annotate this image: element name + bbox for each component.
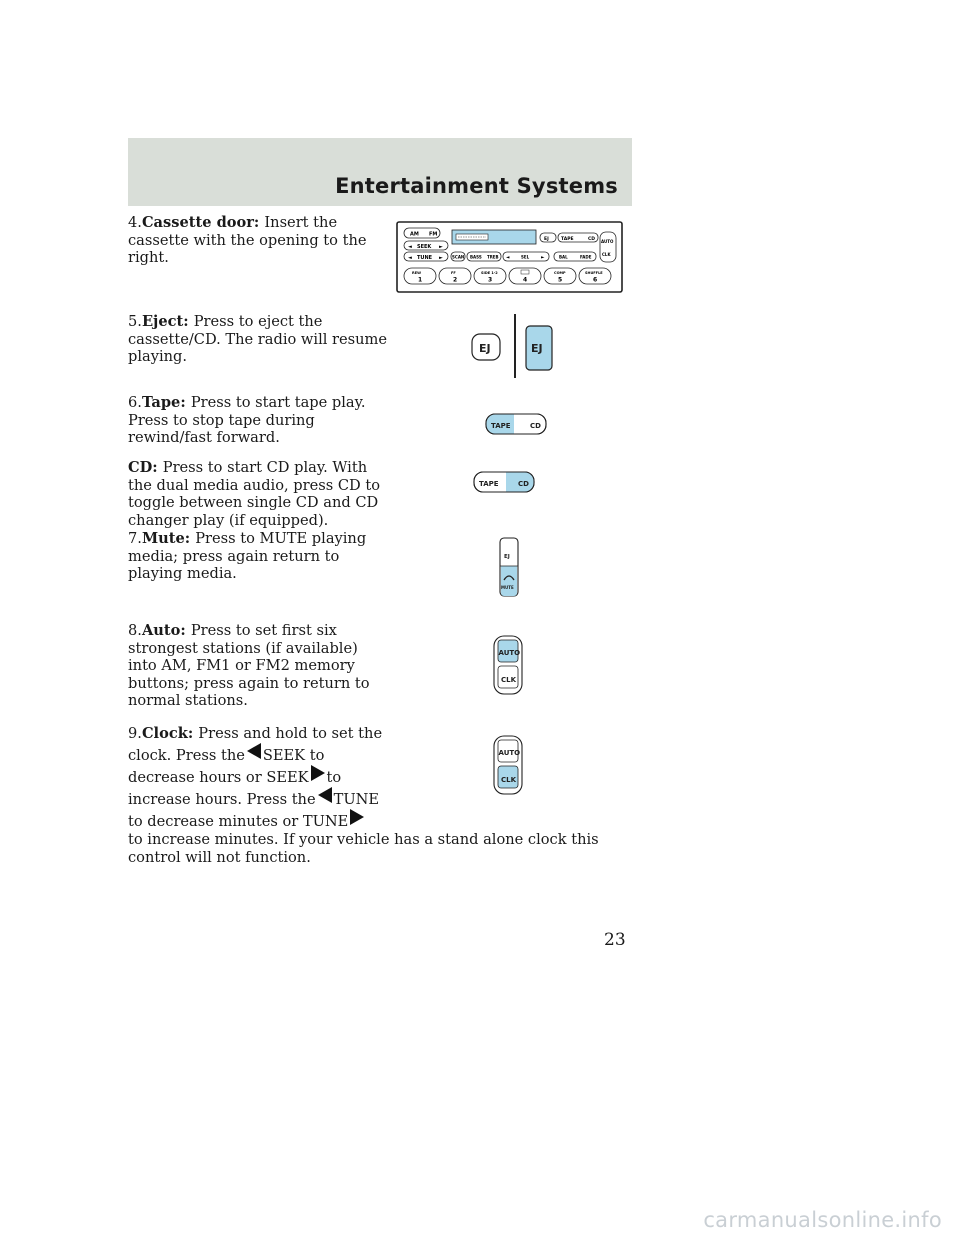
eject-button-figure <box>468 312 560 380</box>
radio-scan-label: SCAN <box>452 254 465 260</box>
preset-number: 6 <box>593 276 598 284</box>
mute-fig-ej-label: EJ <box>504 554 510 560</box>
item-text: Press to MUTE playing media; press again return to playing media. <box>128 530 367 582</box>
eject-button-label: EJ <box>479 342 491 355</box>
watermark: carmanualsonline.info <box>703 1208 942 1232</box>
clock-text-1: Press and hold to set the clock. Press the <box>128 725 383 764</box>
cd-label: CD <box>530 422 541 430</box>
seek-right-arrow-icon <box>311 765 325 781</box>
preset-number: 1 <box>418 276 423 284</box>
svg-text:►: ► <box>439 244 443 250</box>
item-tape <box>128 394 390 447</box>
item-label: Clock: <box>141 725 199 742</box>
tune-right-arrow-icon <box>350 809 364 825</box>
item-label: CD: <box>128 459 163 476</box>
item-text: Press to eject the cassette/CD. The radio will resume playing. <box>128 313 388 365</box>
page-number: 23 <box>604 930 626 950</box>
radio-ej-label: EJ <box>544 237 549 242</box>
radio-bass-label: BASS <box>470 254 482 260</box>
item-mute <box>128 530 390 583</box>
section-title: Entertainment Systems <box>335 174 618 198</box>
radio-tune-label: TUNE <box>417 255 433 261</box>
item-number: 9. <box>128 725 142 742</box>
item-number: 8. <box>128 622 142 639</box>
preset-number: 2 <box>453 276 458 284</box>
item-eject <box>128 313 390 366</box>
radio-am-label: AM <box>410 231 419 238</box>
svg-text:◄: ◄ <box>408 255 412 261</box>
radio-faceplate-figure <box>396 220 624 294</box>
preset-label: FF <box>451 271 456 275</box>
tape-label: TAPE <box>479 480 499 488</box>
clock-text-5: to increase minutes. If your vehicle has a stand alone clock this control will not function. <box>128 831 599 866</box>
auto-label: AUTO <box>498 649 521 657</box>
item-cassette-door <box>128 214 390 267</box>
item-text: Press to start CD play. With the dual media audio, press CD to toggle between single CD and CD changer play (if equipped). <box>128 459 381 529</box>
auto-label: AUTO <box>498 749 521 757</box>
item-text: Press to start tape play. Press to stop tape during rewind/fast forward. <box>128 394 366 446</box>
mute-label: MUTE <box>501 585 514 590</box>
preset-label: SHUFFLE <box>585 271 603 275</box>
clock-text-4: TUNE to decrease minutes or TUNE <box>128 791 380 830</box>
preset-label: REW <box>412 271 421 275</box>
item-label: Auto: <box>141 622 191 639</box>
preset-label: SIDE 1-2 <box>481 271 498 275</box>
radio-cd-label: CD <box>588 237 596 242</box>
item-clock <box>128 724 638 866</box>
preset-number: 5 <box>558 276 563 284</box>
clk-label: CLK <box>501 676 517 684</box>
svg-text:◄: ◄ <box>506 255 510 261</box>
radio-auto-label: AUTO <box>601 239 614 244</box>
radio-fade-label: FADE <box>580 254 592 260</box>
radio-sel-label: SEL <box>521 254 530 260</box>
item-number: 6. <box>128 394 142 411</box>
preset-number: 4 <box>523 276 528 284</box>
radio-clk-label: CLK <box>602 252 611 257</box>
item-label: Mute: <box>141 530 196 547</box>
cd-button-figure <box>472 470 538 496</box>
radio-tape-label: TAPE <box>561 237 574 242</box>
item-text: Insert the cassette with the opening to the right. <box>128 214 367 266</box>
item-number: 4. <box>128 214 142 231</box>
eject-button-pressed-label: EJ <box>531 342 543 355</box>
radio-bal-label: BAL <box>559 254 568 260</box>
tape-button-figure <box>484 412 550 438</box>
mute-button-figure <box>496 536 522 600</box>
clk-label: CLK <box>501 776 517 784</box>
item-number: 7. <box>128 530 142 547</box>
auto-button-figure <box>491 634 525 696</box>
clock-text-2: SEEK to decrease hours or SEEK <box>128 747 325 786</box>
svg-text:◄: ◄ <box>408 244 412 250</box>
item-label: Eject: <box>141 313 194 330</box>
radio-treb-label: TREB <box>487 254 499 260</box>
item-label: Cassette door: <box>141 214 265 231</box>
clock-text-3: to increase hours. Press the <box>128 769 342 808</box>
item-auto <box>128 622 390 710</box>
preset-number: 3 <box>488 276 493 284</box>
radio-fm-label: FM <box>429 231 438 238</box>
seek-left-arrow-icon <box>247 743 261 759</box>
radio-seek-label: SEEK <box>417 244 432 250</box>
cd-label: CD <box>518 480 529 488</box>
preset-label: COMP <box>554 271 566 275</box>
preset-4-icon <box>521 270 529 274</box>
svg-text:►: ► <box>541 255 545 261</box>
svg-text:►: ► <box>439 255 443 261</box>
item-text: Press to set first six strongest stations (if available) into AM, FM1 or FM2 memory buttons; press again to return to normal stations. <box>128 622 370 709</box>
tape-label: TAPE <box>491 422 511 430</box>
clock-button-figure <box>491 734 525 796</box>
item-number: 5. <box>128 313 142 330</box>
item-cd <box>128 459 390 529</box>
section-header-band <box>128 138 632 206</box>
item-label: Tape: <box>141 394 191 411</box>
tune-left-arrow-icon <box>318 787 332 803</box>
